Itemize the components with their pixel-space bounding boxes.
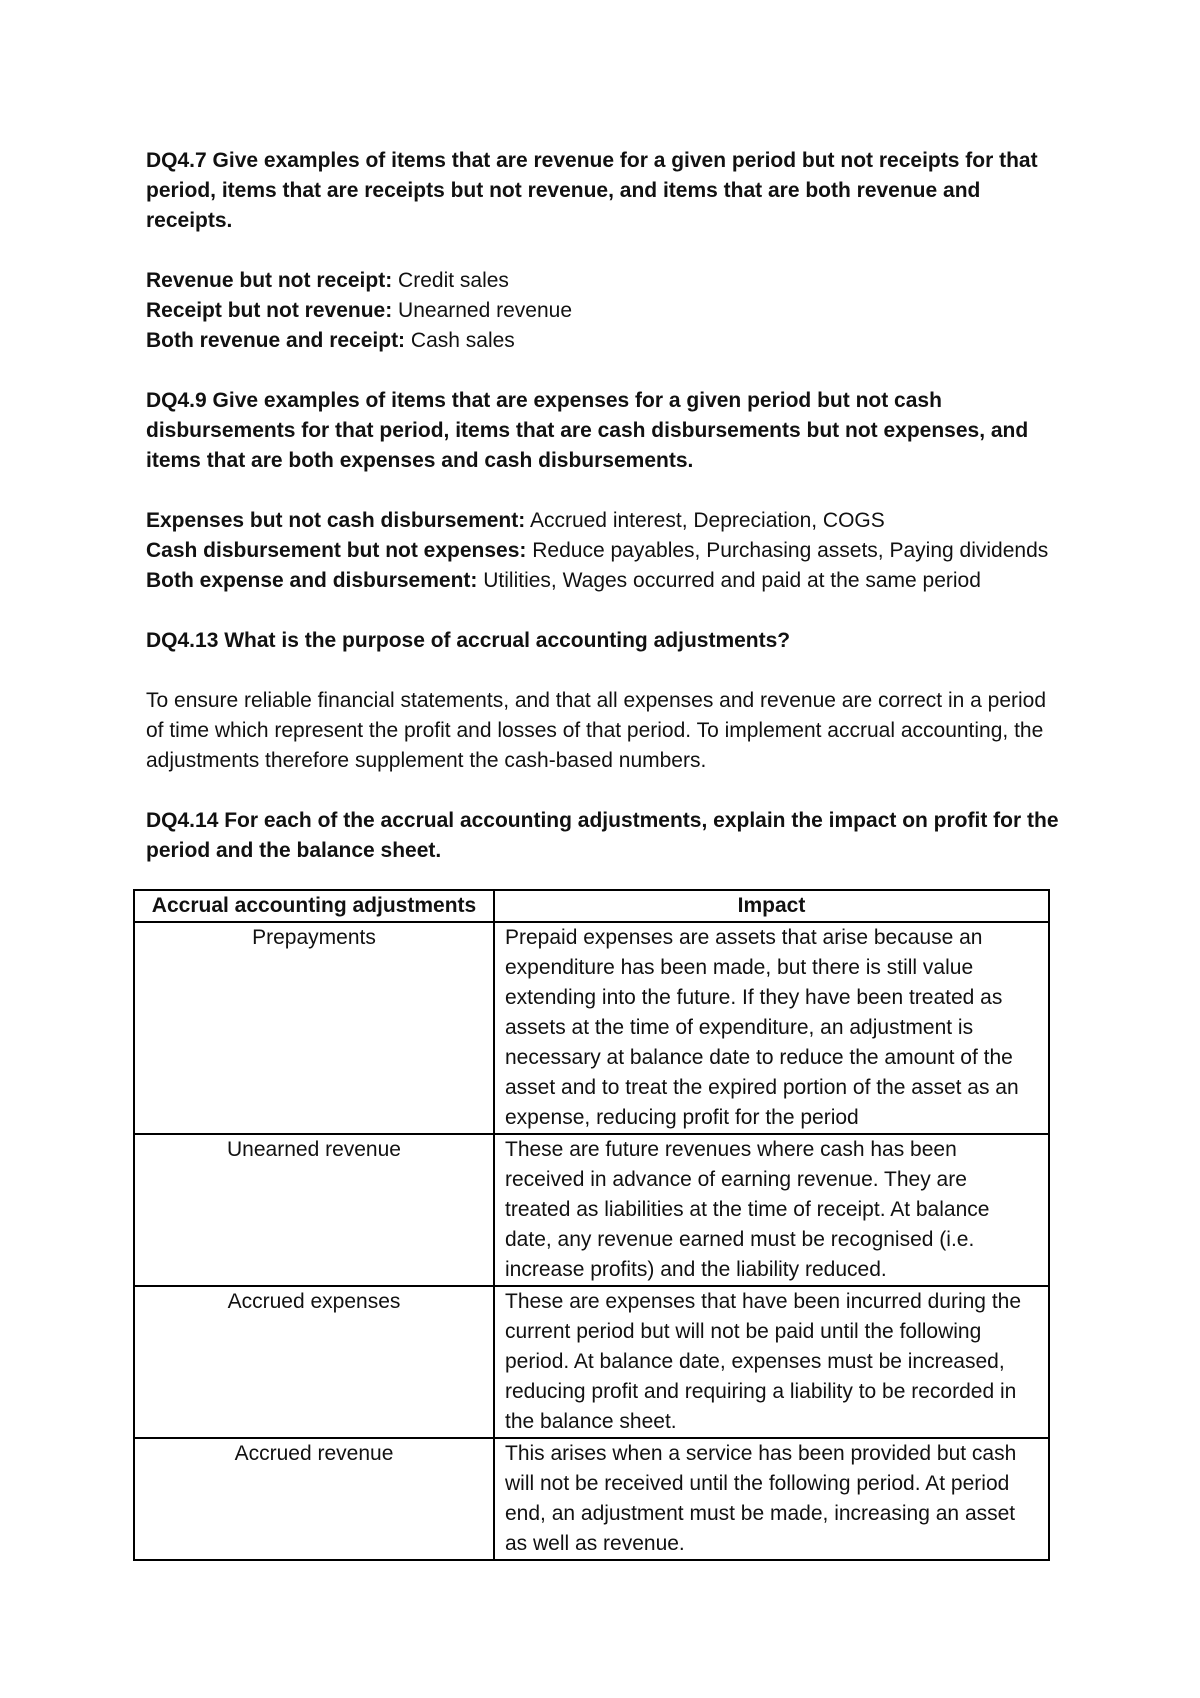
answer-label: Both expense and disbursement: (146, 569, 478, 592)
answer-label: Receipt but not revenue: (146, 299, 393, 322)
answer-line (146, 566, 1066, 596)
question-dq4-14: DQ4.14 For each of the accrual accounting adjustments, explain the impact on profit for the period and the balance sheet. (146, 809, 1059, 862)
question-dq4-9: DQ4.9 Give examples of items that are expenses for a given period but not cash disbursements for that period, items that are cash disbursements but not expenses, and items that are both expenses and cash disbursements. (146, 389, 1029, 472)
answer-line (146, 536, 1066, 566)
adjustment-cell: Prepayments (134, 922, 494, 1134)
answer-value: Unearned revenue (398, 299, 573, 322)
table-row (134, 922, 1049, 1134)
table-row (134, 1286, 1049, 1438)
answer-line (146, 266, 1066, 296)
answer-value: Reduce payables, Purchasing assets, Paying dividends (532, 539, 1049, 562)
answer-paragraph: To ensure reliable financial statements, and that all expenses and revenue are correct in a period of time which represent the profit and losses of that period. To implement accrual accounting, the adjustments therefore supplement the cash-based numbers. (146, 689, 1047, 772)
answer-value: Cash sales (410, 329, 515, 352)
impact-cell: This arises when a service has been provided but cash will not be received until the following period. At period end, an adjustment must be made, increasing an asset as well as revenue. (494, 1438, 1049, 1560)
adjustment-cell: Accrued revenue (134, 1438, 494, 1560)
table-row (134, 1438, 1049, 1560)
answer-label: Revenue but not receipt: (146, 269, 393, 292)
impact-cell: These are future revenues where cash has been received in advance of earning revenue. They are treated as liabilities at the time of receipt. At balance date, any revenue earned must be recognised (i.e. increase profits) and the liability reduced. (494, 1134, 1049, 1286)
answer-label: Both revenue and receipt: (146, 329, 406, 352)
answer-line (146, 326, 1066, 356)
table-row (134, 1134, 1049, 1286)
answer-label: Cash disbursement but not expenses: (146, 539, 527, 562)
question-dq4-13: DQ4.13 What is the purpose of accrual accounting adjustments? (146, 629, 791, 652)
answer-label: Expenses but not cash disbursement: (146, 509, 526, 532)
column-header-adjustments: Accrual accounting adjustments (134, 890, 494, 922)
answer-value: Accrued interest, Depreciation, COGS (529, 509, 885, 532)
answer-value: Credit sales (398, 269, 509, 292)
document-body (146, 146, 1066, 866)
table-header-row (134, 890, 1049, 922)
answer-value: Utilities, Wages occurred and paid at the same period (483, 569, 981, 592)
answer-line (146, 506, 1066, 536)
impact-cell: These are expenses that have been incurred during the current period but will not be paid until the following period. At balance date, expenses must be increased, reducing profit and requiring a liability to be recorded in the balance sheet. (494, 1286, 1049, 1438)
adjustments-table (133, 889, 1050, 1561)
column-header-impact: Impact (494, 890, 1049, 922)
adjustment-cell: Unearned revenue (134, 1134, 494, 1286)
answer-line (146, 296, 1066, 326)
impact-cell: Prepaid expenses are assets that arise because an expenditure has been made, but there is still value extending into the future. If they have been treated as assets at the time of expenditure, an adjustment is necessary at balance date to reduce the amount of the asset and to treat the expired portion of the asset as an expense, reducing profit for the period (494, 922, 1049, 1134)
question-dq4-7: DQ4.7 Give examples of items that are revenue for a given period but not receipts for that period, items that are receipts but not revenue, and items that are both revenue and receipts. (146, 149, 1038, 232)
adjustment-cell: Accrued expenses (134, 1286, 494, 1438)
